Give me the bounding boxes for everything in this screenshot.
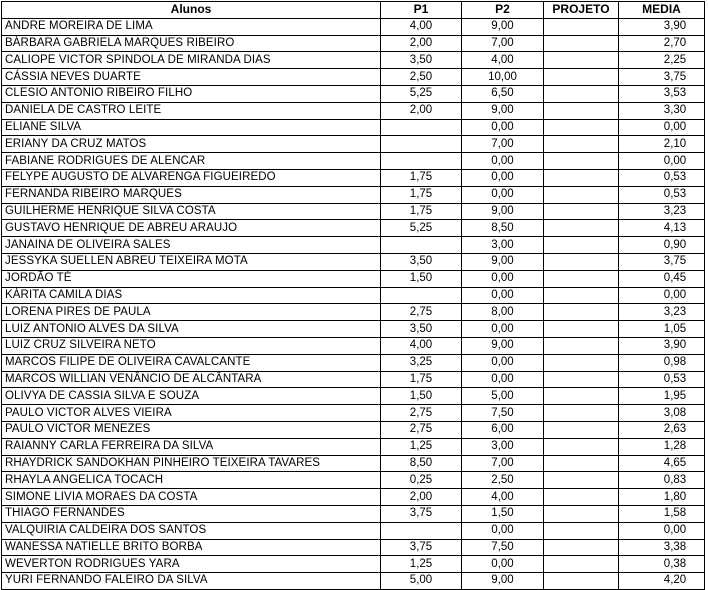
projeto-cell (544, 136, 619, 153)
p2-cell: 5,00 (462, 388, 544, 405)
media-cell: 0,53 (619, 169, 705, 186)
p2-cell: 7,00 (462, 455, 544, 472)
p2-cell: 4,00 (462, 489, 544, 506)
student-name-cell: LUIZ CRUZ SILVEIRA NETO (2, 337, 381, 354)
media-cell: 0,00 (619, 287, 705, 304)
projeto-cell (544, 472, 619, 489)
table-row (2, 438, 705, 455)
projeto-cell (544, 421, 619, 438)
student-name-cell: LORENA PIRES DE PAULA (2, 304, 381, 321)
p1-cell: 3,75 (381, 505, 462, 522)
p2-cell: 9,00 (462, 18, 544, 35)
media-cell: 4,65 (619, 455, 705, 472)
table-row (2, 472, 705, 489)
projeto-cell (544, 102, 619, 119)
p2-cell: 0,00 (462, 186, 544, 203)
table-row (2, 405, 705, 422)
media-cell: 0,98 (619, 354, 705, 371)
p2-cell: 0,00 (462, 119, 544, 136)
media-cell: 0,00 (619, 119, 705, 136)
p2-cell: 0,00 (462, 169, 544, 186)
p2-cell: 3,00 (462, 438, 544, 455)
table-row (2, 304, 705, 321)
header-row (2, 2, 705, 19)
header-p1: P1 (381, 2, 462, 19)
p1-cell: 2,00 (381, 102, 462, 119)
table-row (2, 455, 705, 472)
p2-cell: 7,00 (462, 136, 544, 153)
p1-cell: 1,25 (381, 438, 462, 455)
p2-cell: 9,00 (462, 102, 544, 119)
student-name-cell: VALQUIRIA CALDEIRA DOS SANTOS (2, 522, 381, 539)
table-row (2, 287, 705, 304)
p1-cell: 2,00 (381, 489, 462, 506)
table-row (2, 102, 705, 119)
table-row (2, 270, 705, 287)
media-cell: 0,00 (619, 153, 705, 170)
student-name-cell: WEVERTON RODRIGUES YARA (2, 556, 381, 573)
projeto-cell (544, 489, 619, 506)
table-row (2, 489, 705, 506)
media-cell: 3,30 (619, 102, 705, 119)
student-name-cell: THIAGO FERNANDES (2, 505, 381, 522)
p1-cell: 3,25 (381, 354, 462, 371)
student-name-cell: MARCOS WILLIAN VENÂNCIO DE ALCÂNTARA (2, 371, 381, 388)
table-row (2, 539, 705, 556)
p2-cell: 0,00 (462, 371, 544, 388)
p2-cell: 0,00 (462, 556, 544, 573)
p1-cell: 1,75 (381, 169, 462, 186)
projeto-cell (544, 220, 619, 237)
table-row (2, 337, 705, 354)
student-name-cell: RHAYLA ANGELICA TOCACH (2, 472, 381, 489)
media-cell: 1,28 (619, 438, 705, 455)
p1-cell: 8,50 (381, 455, 462, 472)
projeto-cell (544, 354, 619, 371)
p1-cell (381, 136, 462, 153)
media-cell: 0,38 (619, 556, 705, 573)
table-row (2, 52, 705, 69)
p2-cell: 6,50 (462, 85, 544, 102)
p2-cell: 8,00 (462, 304, 544, 321)
table-row (2, 556, 705, 573)
p2-cell: 8,50 (462, 220, 544, 237)
student-name-cell: ERIANY DA CRUZ MATOS (2, 136, 381, 153)
student-name-cell: LUIZ ANTONIO ALVES DA SILVA (2, 321, 381, 338)
p1-cell (381, 237, 462, 254)
projeto-cell (544, 438, 619, 455)
p1-cell (381, 153, 462, 170)
student-name-cell: CLESIO ANTONIO RIBEIRO FILHO (2, 85, 381, 102)
projeto-cell (544, 505, 619, 522)
media-cell: 2,10 (619, 136, 705, 153)
p1-cell: 3,50 (381, 321, 462, 338)
p1-cell (381, 522, 462, 539)
p2-cell: 4,00 (462, 52, 544, 69)
table-row (2, 371, 705, 388)
header-media: MEDIA (619, 2, 705, 19)
table-row (2, 505, 705, 522)
media-cell: 2,70 (619, 35, 705, 52)
media-cell: 2,63 (619, 421, 705, 438)
table-row (2, 18, 705, 35)
projeto-cell (544, 69, 619, 86)
projeto-cell (544, 270, 619, 287)
table-row (2, 69, 705, 86)
p1-cell: 1,75 (381, 186, 462, 203)
p1-cell: 2,75 (381, 304, 462, 321)
projeto-cell (544, 405, 619, 422)
projeto-cell (544, 203, 619, 220)
p1-cell: 1,50 (381, 388, 462, 405)
media-cell: 3,75 (619, 69, 705, 86)
p1-cell (381, 119, 462, 136)
media-cell: 0,90 (619, 237, 705, 254)
p2-cell: 7,50 (462, 539, 544, 556)
projeto-cell (544, 304, 619, 321)
projeto-cell (544, 556, 619, 573)
media-cell: 1,80 (619, 489, 705, 506)
table-row (2, 388, 705, 405)
media-cell: 3,75 (619, 253, 705, 270)
p1-cell: 5,25 (381, 220, 462, 237)
projeto-cell (544, 169, 619, 186)
p1-cell: 1,75 (381, 203, 462, 220)
student-name-cell: BÁRBARA GABRIELA MARQUES RIBEIRO (2, 35, 381, 52)
student-name-cell: FABIANE RODRIGUES DE ALENCAR (2, 153, 381, 170)
grades-body (2, 18, 705, 589)
projeto-cell (544, 52, 619, 69)
projeto-cell (544, 237, 619, 254)
student-name-cell: ELIANE SILVA (2, 119, 381, 136)
student-name-cell: OLIVYA DE CASSIA SILVA E SOUZA (2, 388, 381, 405)
p1-cell: 4,00 (381, 18, 462, 35)
media-cell: 2,25 (619, 52, 705, 69)
table-row (2, 85, 705, 102)
table-row (2, 237, 705, 254)
p1-cell (381, 287, 462, 304)
student-name-cell: RHAYDRICK SANDOKHAN PINHEIRO TEIXEIRA TAVARES (2, 455, 381, 472)
student-name-cell: ANDRE MOREIRA DE LIMA (2, 18, 381, 35)
p1-cell: 2,00 (381, 35, 462, 52)
p2-cell: 0,00 (462, 522, 544, 539)
projeto-cell (544, 153, 619, 170)
p1-cell: 1,50 (381, 270, 462, 287)
projeto-cell (544, 85, 619, 102)
media-cell: 0,45 (619, 270, 705, 287)
student-name-cell: JANAINA DE OLIVEIRA SALES (2, 237, 381, 254)
student-name-cell: WANESSA NATIELLE BRITO BORBA (2, 539, 381, 556)
media-cell: 1,05 (619, 321, 705, 338)
p1-cell: 2,50 (381, 69, 462, 86)
table-row (2, 421, 705, 438)
student-name-cell: FERNANDA RIBEIRO MARQUES (2, 186, 381, 203)
p1-cell: 5,25 (381, 85, 462, 102)
media-cell: 3,23 (619, 203, 705, 220)
p2-cell: 0,00 (462, 153, 544, 170)
table-row (2, 220, 705, 237)
projeto-cell (544, 388, 619, 405)
projeto-cell (544, 119, 619, 136)
p2-cell: 2,50 (462, 472, 544, 489)
p2-cell: 0,00 (462, 270, 544, 287)
projeto-cell (544, 522, 619, 539)
media-cell: 3,38 (619, 539, 705, 556)
media-cell: 0,53 (619, 186, 705, 203)
media-cell: 4,13 (619, 220, 705, 237)
p1-cell: 1,25 (381, 556, 462, 573)
media-cell: 0,00 (619, 522, 705, 539)
media-cell: 1,95 (619, 388, 705, 405)
table-row (2, 354, 705, 371)
p2-cell: 0,00 (462, 287, 544, 304)
p1-cell: 3,50 (381, 253, 462, 270)
media-cell: 3,08 (619, 405, 705, 422)
p2-cell: 9,00 (462, 573, 544, 590)
table-row (2, 136, 705, 153)
p2-cell: 3,00 (462, 237, 544, 254)
projeto-cell (544, 539, 619, 556)
projeto-cell (544, 371, 619, 388)
student-name-cell: PAULO VICTOR MENEZES (2, 421, 381, 438)
table-row (2, 186, 705, 203)
projeto-cell (544, 455, 619, 472)
p1-cell: 1,75 (381, 371, 462, 388)
projeto-cell (544, 287, 619, 304)
student-name-cell: SIMONE LIVIA MORAES DA COSTA (2, 489, 381, 506)
table-row (2, 35, 705, 52)
header-alunos: Alunos (2, 2, 381, 19)
p1-cell: 2,75 (381, 405, 462, 422)
student-name-cell: CALIOPE VICTOR SPINDOLA DE MIRANDA DIAS (2, 52, 381, 69)
media-cell: 3,23 (619, 304, 705, 321)
media-cell: 4,20 (619, 573, 705, 590)
media-cell: 3,53 (619, 85, 705, 102)
media-cell: 3,90 (619, 337, 705, 354)
projeto-cell (544, 253, 619, 270)
header-p2: P2 (462, 2, 544, 19)
p1-cell: 5,00 (381, 573, 462, 590)
header-projeto: PROJETO (544, 2, 619, 19)
table-row (2, 522, 705, 539)
p1-cell: 3,50 (381, 52, 462, 69)
student-name-cell: GUILHERME HENRIQUE SILVA COSTA (2, 203, 381, 220)
student-name-cell: YURI FERNANDO FALEIRO DA SILVA (2, 573, 381, 590)
student-name-cell: RAIANNY CARLA FERREIRA DA SILVA (2, 438, 381, 455)
projeto-cell (544, 321, 619, 338)
p2-cell: 6,00 (462, 421, 544, 438)
student-name-cell: JESSYKA SUELLEN ABREU TEIXEIRA MOTA (2, 253, 381, 270)
media-cell: 0,53 (619, 371, 705, 388)
table-row (2, 119, 705, 136)
student-name-cell: PAULO VICTOR ALVES VIEIRA (2, 405, 381, 422)
p2-cell: 9,00 (462, 253, 544, 270)
student-name-cell: KÁRITA CAMILA DIAS (2, 287, 381, 304)
student-name-cell: FELYPE AUGUSTO DE ALVARENGA FIGUEIREDO (2, 169, 381, 186)
p2-cell: 7,50 (462, 405, 544, 422)
projeto-cell (544, 337, 619, 354)
student-name-cell: JORDÃO TÉ (2, 270, 381, 287)
p2-cell: 9,00 (462, 337, 544, 354)
p1-cell: 0,25 (381, 472, 462, 489)
student-name-cell: GUSTAVO HENRIQUE DE ABREU ARAUJO (2, 220, 381, 237)
media-cell: 3,90 (619, 18, 705, 35)
projeto-cell (544, 35, 619, 52)
table-row (2, 321, 705, 338)
p1-cell: 2,75 (381, 421, 462, 438)
student-name-cell: DANIELA DE CASTRO LEITE (2, 102, 381, 119)
student-name-cell: MARCOS FILIPE DE OLIVEIRA CAVALCANTE (2, 354, 381, 371)
projeto-cell (544, 18, 619, 35)
table-row (2, 203, 705, 220)
p2-cell: 7,00 (462, 35, 544, 52)
media-cell: 1,58 (619, 505, 705, 522)
p2-cell: 0,00 (462, 354, 544, 371)
student-name-cell: CÁSSIA NEVES DUARTE (2, 69, 381, 86)
grades-table (1, 1, 705, 590)
table-row (2, 253, 705, 270)
p2-cell: 9,00 (462, 203, 544, 220)
table-row (2, 169, 705, 186)
projeto-cell (544, 186, 619, 203)
media-cell: 0,83 (619, 472, 705, 489)
p1-cell: 3,75 (381, 539, 462, 556)
table-row (2, 153, 705, 170)
p2-cell: 0,00 (462, 321, 544, 338)
p1-cell: 4,00 (381, 337, 462, 354)
p2-cell: 10,00 (462, 69, 544, 86)
p2-cell: 1,50 (462, 505, 544, 522)
